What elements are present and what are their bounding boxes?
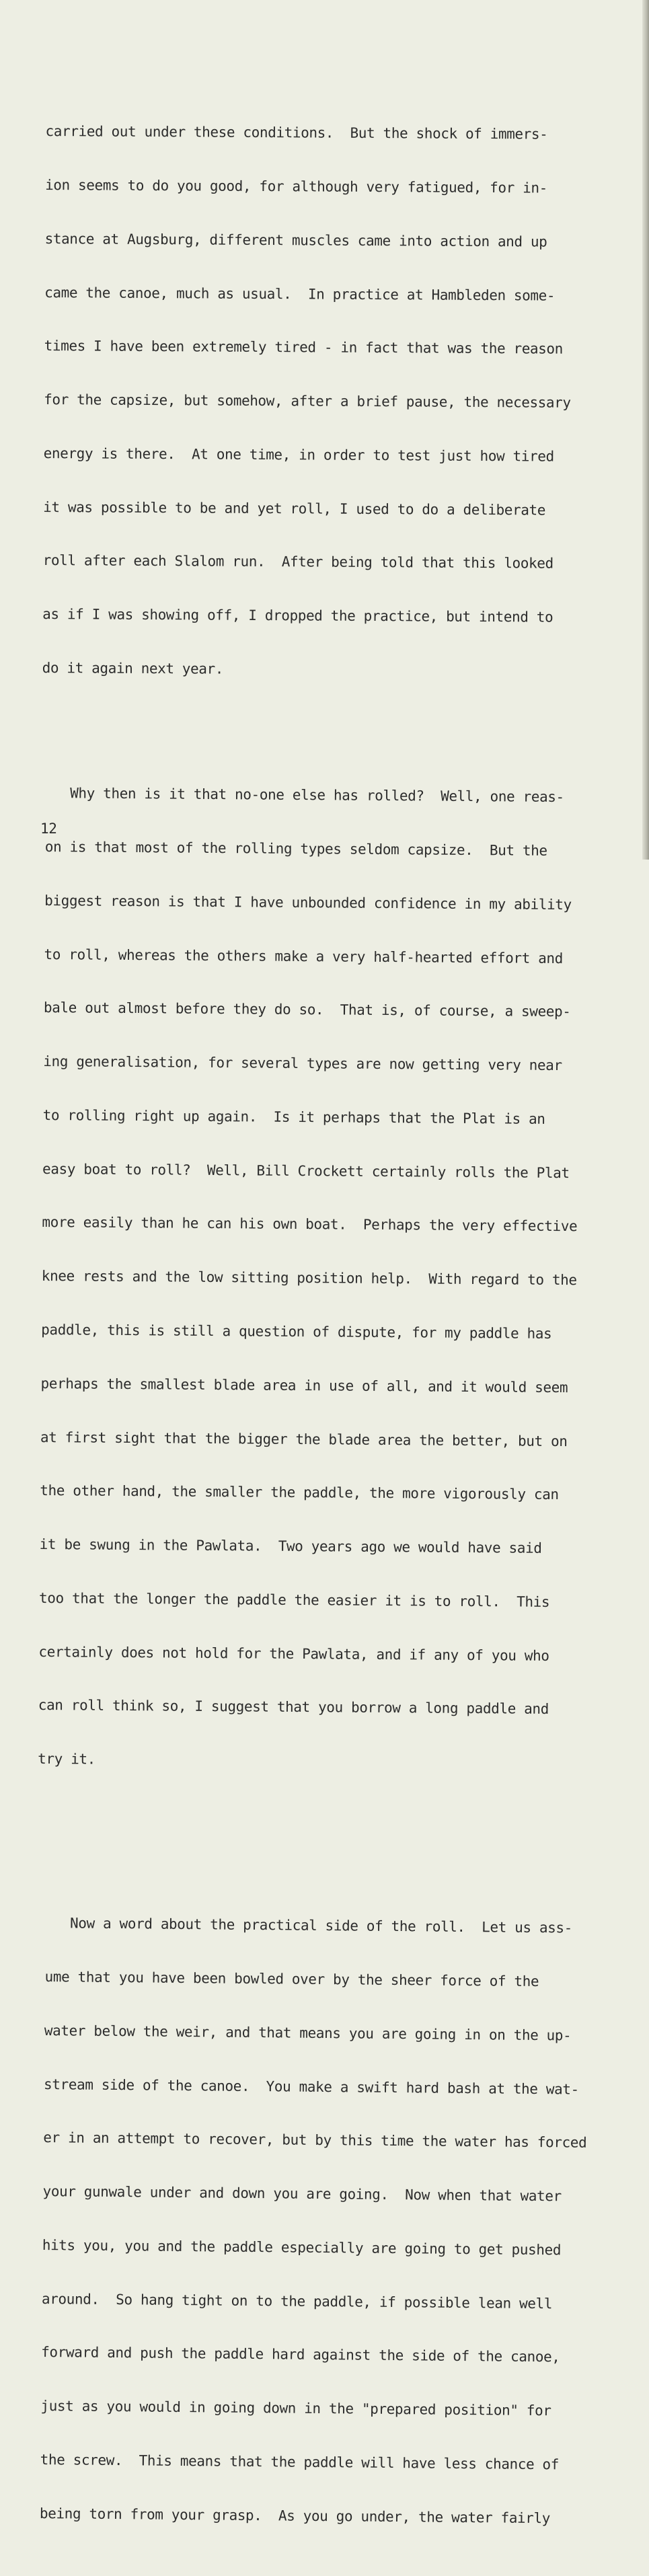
text-line: er in an attempt to recover, but by this time the water has forced — [43, 2129, 587, 2151]
text-line: stream side of the canoe. You make a swift hard bash at the wat- — [43, 2076, 579, 2097]
text-line: paddle, this is still a question of dispute, for my paddle has — [41, 1322, 552, 1342]
text-line: water below the weir, and that means you are going in on the up- — [44, 2022, 572, 2043]
paragraph-2 — [38, 749, 631, 1809]
text-line: energy is there. At one time, in order to test just how tired — [43, 445, 554, 465]
text-line: more easily than he can his own boat. Perhaps the very effective — [42, 1214, 578, 1235]
text-line: knee rests and the low sitting position help. With regard to the — [41, 1268, 577, 1289]
text-line: try it. — [38, 1751, 96, 1768]
text-line: the other hand, the smaller the paddle, the more vigorously can — [40, 1482, 559, 1503]
text-line: easy boat to roll? Well, Bill Crockett certainly rolls the Plat — [42, 1160, 570, 1181]
text-line: do it again next year. — [42, 660, 224, 677]
text-line: the screw. This means that the paddle will have less chance of — [40, 2451, 560, 2472]
text-line: being torn from your grasp. As you go under, the water fairly — [39, 2505, 551, 2526]
text-line: biggest reason is that I have unbounded confidence in my ability — [44, 892, 572, 913]
text-line: just as you would in going down in the "prepared position" for — [40, 2397, 551, 2419]
text-line: on is that most of the rolling types seldom capsize. But the — [44, 839, 547, 859]
text-line: perhaps the smallest blade area in use of all, and it would seem — [40, 1375, 568, 1396]
text-line: stance at Augsburg, different muscles came into action and up — [44, 230, 547, 250]
text-line: at first sight that the bigger the blade area the better, but on — [40, 1429, 568, 1449]
text-line: to roll, whereas the others make a very half-hearted effort and — [44, 946, 563, 967]
text-line: ume that you have been bowled over by the sheer force of the — [44, 1968, 539, 1990]
paragraph-3 — [39, 1879, 631, 2564]
text-line: times I have been extremely tired - in fact that was the reason — [44, 338, 564, 358]
text-line: as if I was showing off, I dropped the practice, but intend to — [42, 606, 553, 626]
page-edge-shadow — [642, 0, 649, 860]
text-line: around. So hang tight on to the paddle, if possible lean well — [41, 2290, 553, 2312]
text-line: your gunwale under and down you are going. Now when that water — [42, 2183, 562, 2205]
text-line: came the canoe, much as usual. In practice at Hambleden some- — [44, 284, 556, 304]
text-line: for the capsize, but somehow, after a brief pause, the necessary — [44, 391, 571, 412]
text-line: hits you, you and the paddle especially are going to get pushed — [42, 2236, 562, 2258]
text-line: ing generalisation, for several types are now getting very near — [43, 1053, 562, 1074]
text-line: roll after each Slalom run. After being told that this looked — [42, 552, 553, 572]
text-line: it was possible to be and yet roll, I used to do a deliberate — [43, 498, 546, 519]
paragraph-1 — [42, 87, 631, 716]
text-line: Why then is it that no-one else has rolled? Well, one reas- — [45, 785, 564, 806]
text-line: too that the longer the paddle the easier it is to roll. This — [38, 1590, 550, 1610]
text-line: it be swung in the Pawlata. Two years ago we would have said — [39, 1536, 542, 1557]
text-line: ion seems to do you good, for although very fatigued, for in- — [45, 177, 547, 196]
page-number: 12 — [40, 821, 57, 837]
body-text — [38, 51, 631, 2576]
text-line: forward and push the paddle hard against the side of the canoe, — [41, 2343, 560, 2365]
text-line: certainly does not hold for the Pawlata, and if any of you who — [38, 1643, 549, 1664]
text-line: can roll think so, I suggest that you borrow a long paddle and — [38, 1697, 549, 1718]
text-line: carried out under these conditions. But the shock of immers- — [45, 123, 548, 143]
text-line: bale out almost before they do so. That is, of course, a sweep- — [43, 999, 571, 1020]
text-line: to rolling right up again. Is it perhaps that the Plat is an — [42, 1107, 545, 1127]
text-line: Now a word about the practical side of the roll. Let us ass- — [45, 1914, 573, 1936]
